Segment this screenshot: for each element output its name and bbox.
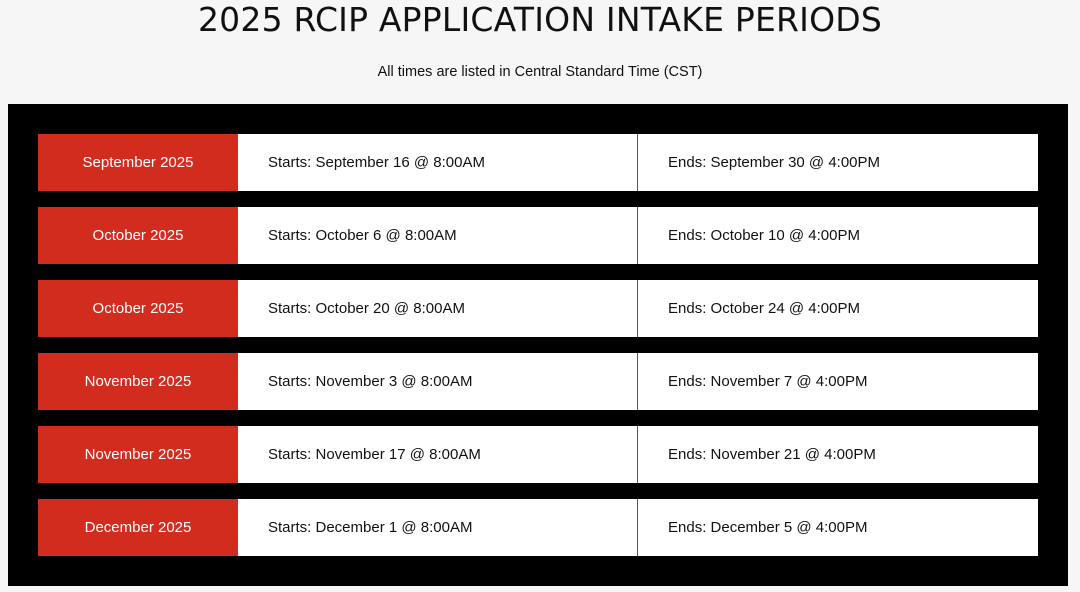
intake-row [38,353,1038,410]
intake-month: November 2025 [38,353,238,410]
intake-end: Ends: October 24 @ 4:00PM [638,280,1038,337]
intake-row [38,499,1038,556]
intake-row [38,134,1038,191]
intake-row [38,280,1038,337]
intake-end: Ends: November 7 @ 4:00PM [638,353,1038,410]
intake-month: September 2025 [38,134,238,191]
intake-start: Starts: November 17 @ 8:00AM [238,426,638,483]
intake-start: Starts: November 3 @ 8:00AM [238,353,638,410]
intake-rows [38,134,1038,572]
intake-month: December 2025 [38,499,238,556]
intake-month: October 2025 [38,280,238,337]
intake-start: Starts: December 1 @ 8:00AM [238,499,638,556]
page-header [0,0,1080,104]
timezone-note: All times are listed in Central Standard Time (CST) [377,64,703,80]
intake-row [38,207,1038,264]
intake-schedule-panel [8,104,1068,586]
intake-end: Ends: October 10 @ 4:00PM [638,207,1038,264]
intake-end: Ends: November 21 @ 4:00PM [638,426,1038,483]
intake-month: November 2025 [38,426,238,483]
intake-start: Starts: October 6 @ 8:00AM [238,207,638,264]
intake-start: Starts: September 16 @ 8:00AM [238,134,638,191]
page-title: 2025 RCIP APPLICATION INTAKE PERIODS [197,0,883,39]
intake-row [38,426,1038,483]
intake-month: October 2025 [38,207,238,264]
intake-start: Starts: October 20 @ 8:00AM [238,280,638,337]
intake-end: Ends: December 5 @ 4:00PM [638,499,1038,556]
intake-end: Ends: September 30 @ 4:00PM [638,134,1038,191]
